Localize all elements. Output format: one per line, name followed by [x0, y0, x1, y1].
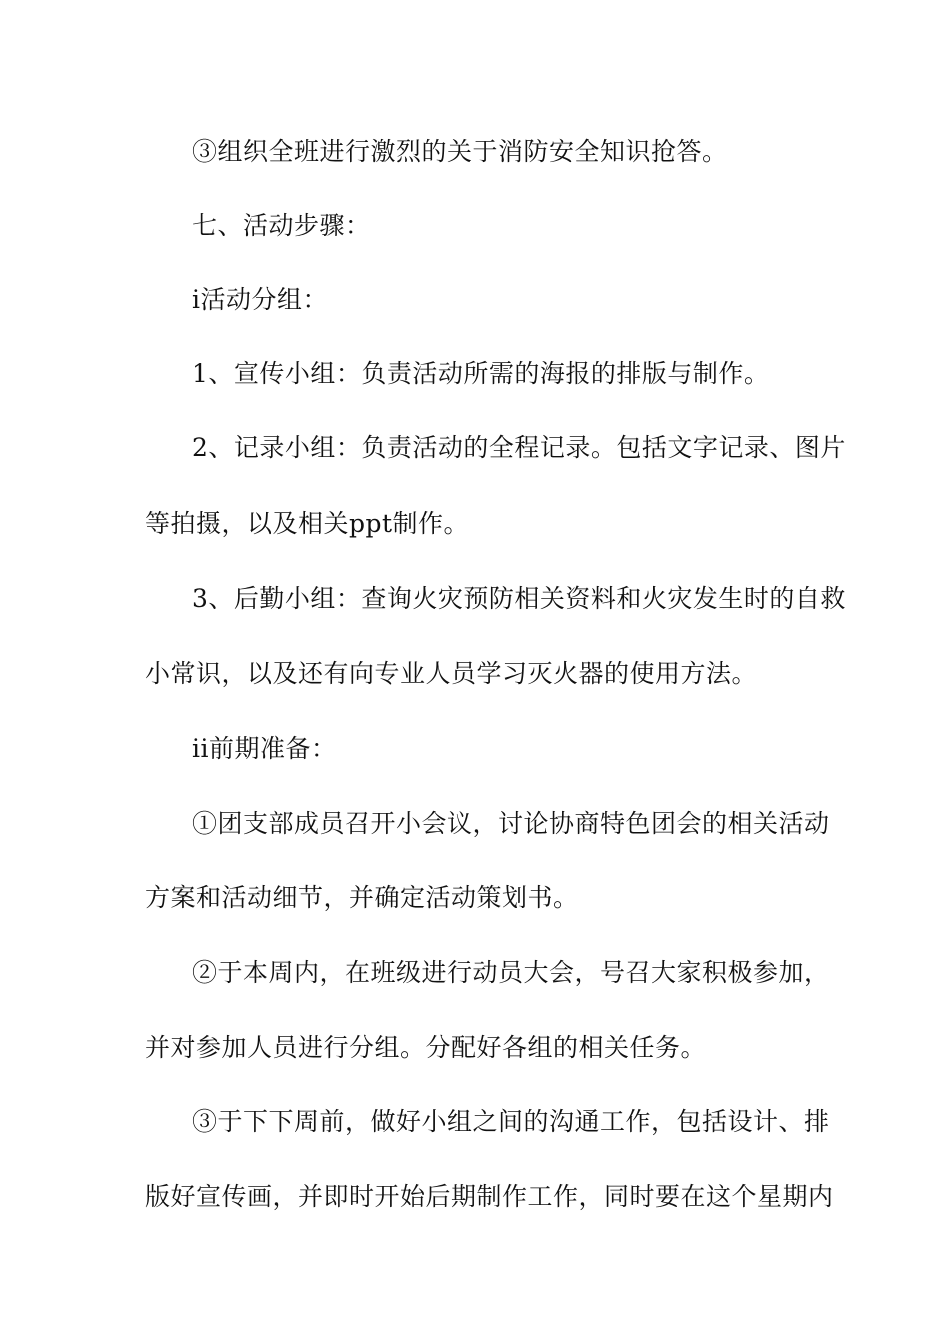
- paragraph-line: 版好宣传画，并即时开始后期制作工作，同时要在这个星期内: [145, 1182, 834, 1211]
- paragraph-line: 3、后勤小组：查询火灾预防相关资料和火灾发生时的自救: [192, 584, 846, 613]
- paragraph-line: 方案和活动细节，并确定活动策划书。: [145, 883, 579, 912]
- subsection-heading: ii前期准备：: [192, 734, 337, 763]
- paragraph-line: ①团支部成员召开小会议，讨论协商特色团会的相关活动: [192, 809, 830, 838]
- paragraph-line: 2、记录小组：负责活动的全程记录。包括文字记录、图片: [192, 433, 846, 462]
- paragraph-line: ③于下下周前，做好小组之间的沟通工作，包括设计、排: [192, 1107, 830, 1136]
- section-heading: 七、活动步骤：: [192, 211, 371, 240]
- subsection-heading: i活动分组：: [192, 285, 328, 314]
- paragraph-line: 并对参加人员进行分组。分配好各组的相关任务。: [145, 1033, 707, 1062]
- paragraph-line: 小常识，以及还有向专业人员学习灭火器的使用方法。: [145, 659, 758, 688]
- paragraph-line: ③组织全班进行激烈的关于消防安全知识抢答。: [192, 137, 728, 166]
- paragraph-line: ②于本周内，在班级进行动员大会，号召大家积极参加，: [192, 958, 830, 987]
- paragraph-line: 等拍摄，以及相关ppt制作。: [145, 509, 470, 538]
- paragraph-line: 1、宣传小组：负责活动所需的海报的排版与制作。: [192, 359, 770, 388]
